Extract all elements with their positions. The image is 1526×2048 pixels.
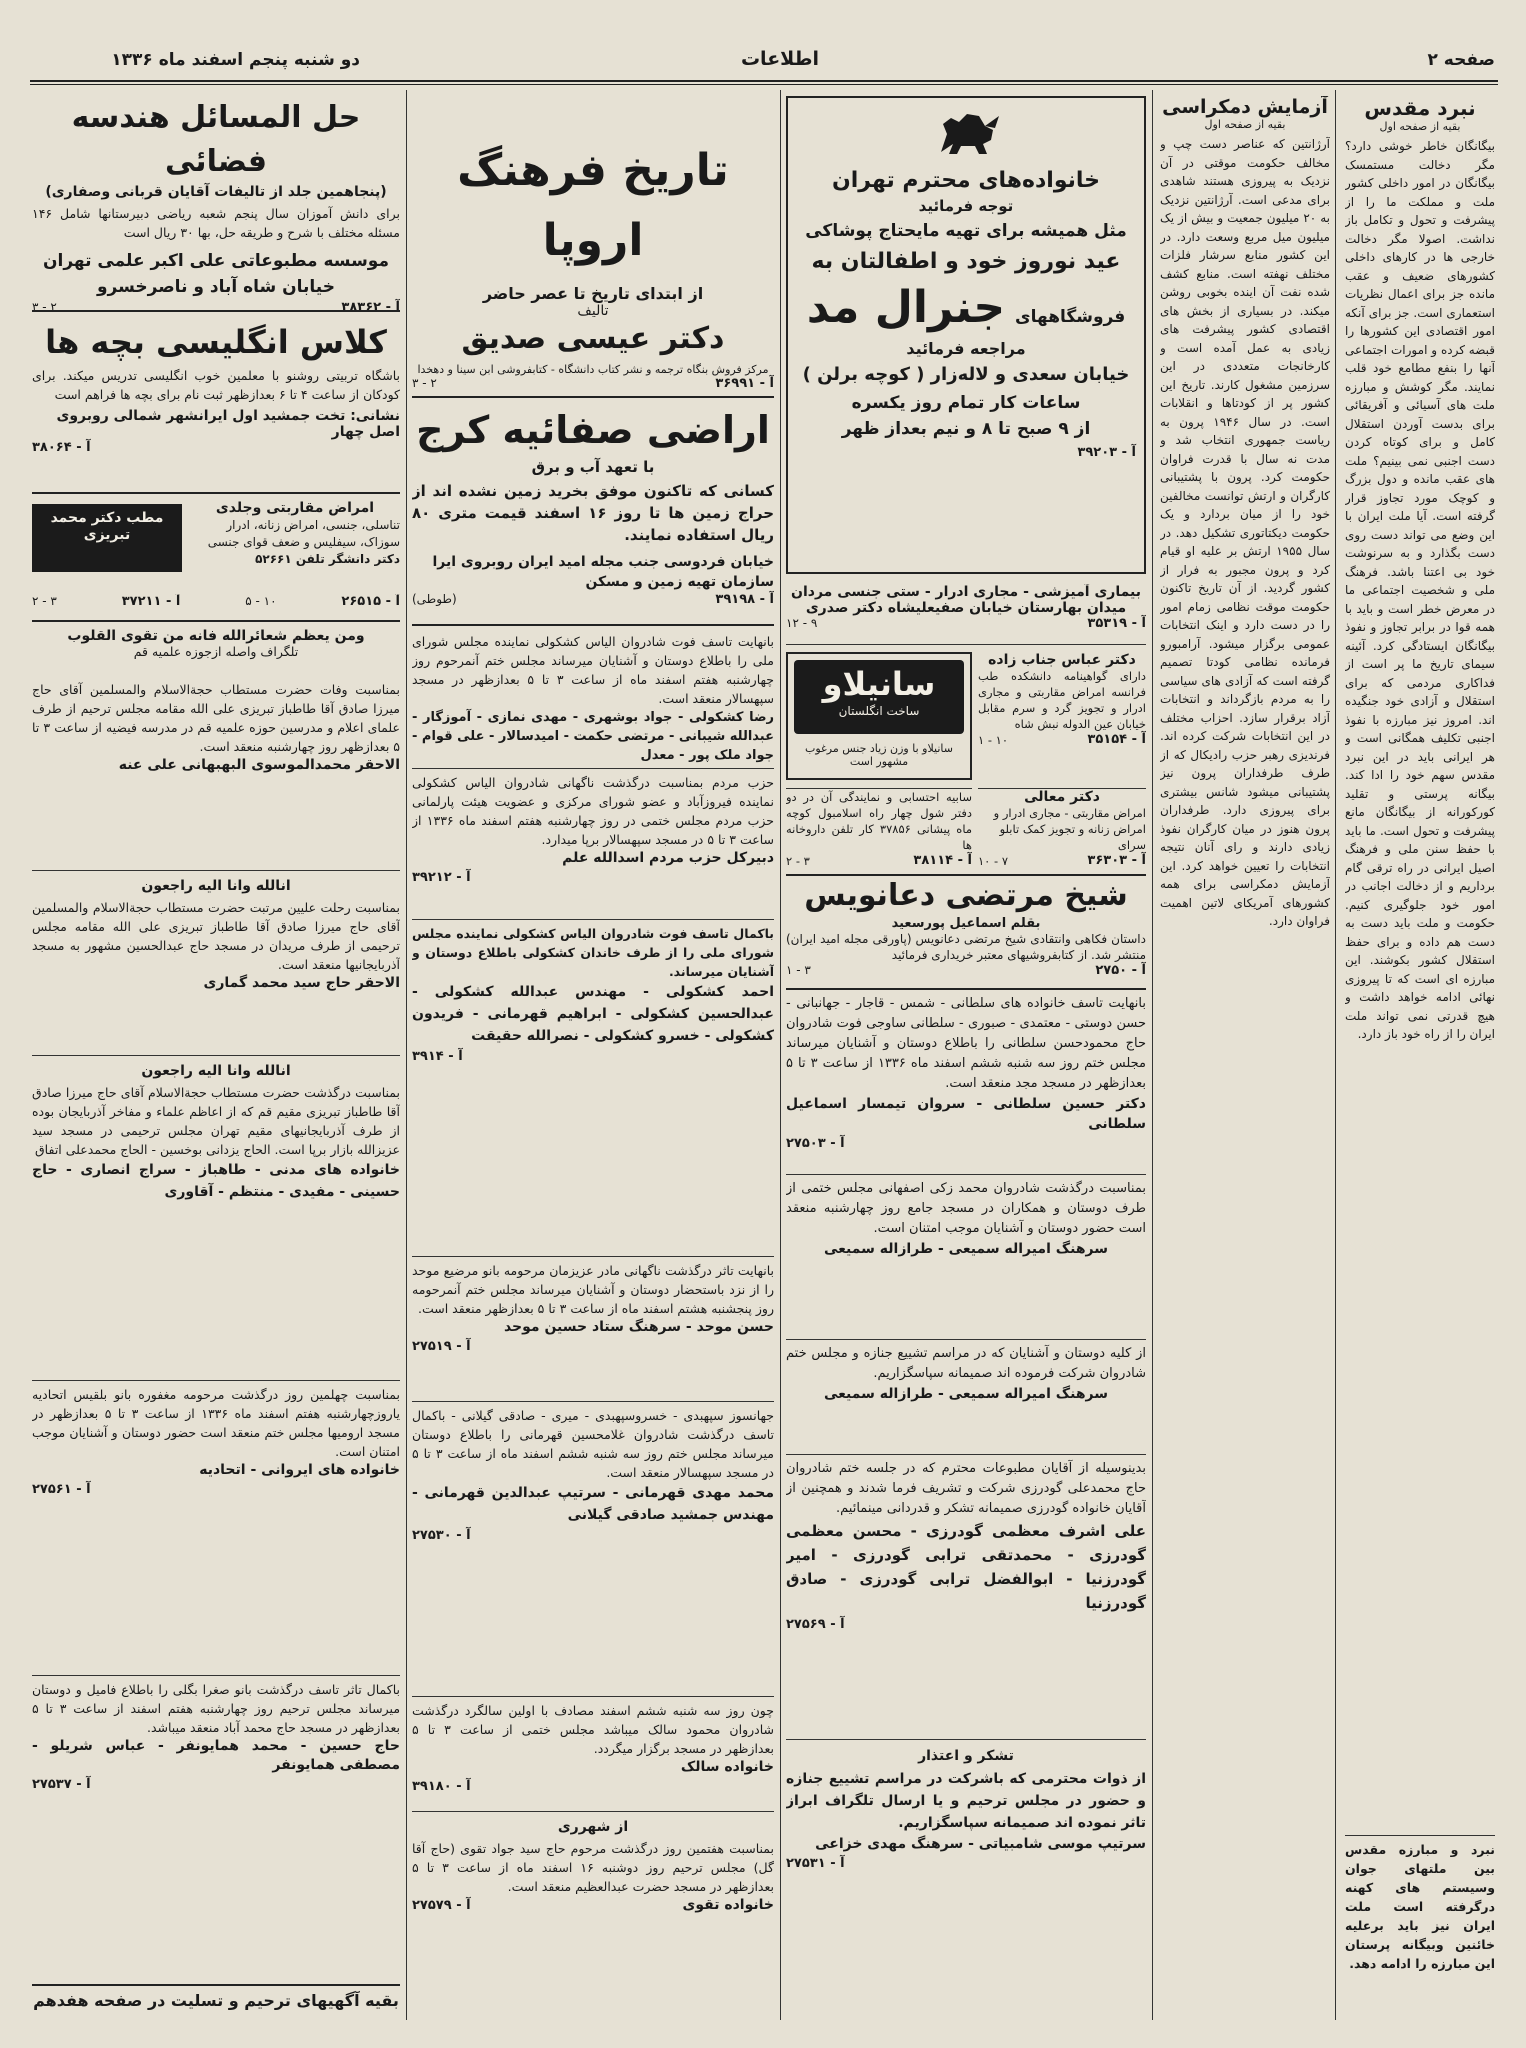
notice-signature: خانواده های مدنی - طاهباز - سراج انصاری - حاج حسینی - مفیدی - منتظم - آقاوری (32, 1162, 400, 1200)
land-text: کسانی که تاکنون موفق بخرید زمین نشده اند از حراج زمین ها تا روز ۱۶ اسفند قیمت متری ۸۰ ریال استفاده نمایند. (412, 482, 774, 544)
ad-heading: خانواده‌های محترم تهران (831, 168, 1101, 193)
doctor-moali-ad (978, 788, 1146, 869)
verse-sub: تلگراف واصله ازجوزه علمیه قم (133, 644, 299, 659)
notice-signature: سرتیپ موسی شامبیاتی - سرهنگ مهدی خزاعی (815, 1836, 1146, 1852)
notice-heading: انالله وانا الیه راجعون (141, 878, 291, 894)
book-author: بقلم اسماعیل پورسعید (891, 916, 1041, 931)
ad-code: آ - ۳۹۱۸۰ (412, 1779, 471, 1794)
notice (412, 769, 774, 920)
editorial-footer: نبرد و مبارزه مقدس بین ملتهای جوان وسیستم های کهنه درگرفته است ملت ایران نیز باید برعلیه خائنین وبیگانه پرستان این مبارزه را ادامه دهد. (1345, 1835, 1495, 1973)
ad-line: مراجعه فرمائید (906, 339, 1026, 358)
derm-title: امراض مقاربتی وجلدی (215, 500, 375, 516)
notice-signature: سرهنگ امیراله سمیعی - طرازاله سمیعی (823, 1241, 1109, 1257)
notices-center (786, 994, 1146, 2010)
notice-heading: از شهرری (557, 1819, 629, 1835)
masthead: اطلاعات (740, 48, 820, 70)
ad-code: آ - ۳۸۱۱۴ (913, 853, 972, 868)
book-title: حل المسائل هندسه فضائی (71, 100, 361, 179)
ad-line: فروشگاههای (1015, 307, 1126, 327)
continuation-note (32, 1984, 400, 2020)
notice (786, 1455, 1146, 1740)
derm-hours: ۱۰ - ۵ (245, 594, 277, 608)
header-rule-2 (30, 84, 1498, 85)
notice (786, 994, 1146, 1175)
notice (32, 680, 400, 871)
ad-code: آ - ۲۷۵۳۰ (412, 1528, 471, 1543)
notice-text: از ذوات محترمی که باشرکت در مراسم تشییع جنازه و حضور در مجلس ترحیم و یا ارسال تلگراف ابراز تاثر نموده اند صمیمانه سپاسگزاریم. (786, 1771, 1146, 1831)
book-hours: ۲ - ۳ (32, 300, 57, 312)
book-hours: ۲ - ۳ (412, 376, 437, 390)
column-rule (406, 90, 407, 2020)
notice-text: بمناسبت هفتمین روز درگذشت مرحوم حاج سید جواد تقوی (حاج آقا گل) مجلس ترحیم روز دوشنبه ۱۶ اسفند ماه از ساعت ۳ تا ۵ بعدازظهر در مسجد حضرت عبدالعظیم منعقد است. (412, 1841, 774, 1894)
book-codes (786, 963, 1146, 978)
doctor-codes (786, 616, 1146, 631)
editorial-body: بیگانگان خاطر خوشی دارد؟ مگر دخالت مستمسک بیگانگان در امور داخلی کشور ملت و مملکت ما را از پیشرفت و تحول و تکامل باز نداشت. اصولا مگر دخالت خارجی ها در کارهای داخلی کشورهای ضعیف و عقب مانده جز برای اعمال نظریات استعماری است. جز برای آنکه امور اقتصادی این کشورها را قبضه کرده و امورات اجتماعی آنها را بنفع مطامع خود قلب نمایند. مگر کوشش و مبارزه ملت های آسیائی و آفریقائی برای بدست آوردن استقلال کامل و برای کوتاه کردن دست اجنبی نمی بینیم؟ ملت های عقب مانده و دول بزرگ و کوچک مورد تجاوز قرار گرفته است. آیا ملت ایران با این وضع می تواند دست روی دست بگذارد و به سرنوشت خود بی اعتنا باشد. فرهنگ ملی و شخصیت اجتماعی ما در معرض خطر است و باید با همه قوا در برابر تجاوز و نفوذ بیگانگان ایستادگی کرد. آئینه سیمای تاریخ ما پر است از فداکاری مردمی که برای استقلال و آزادی خود جنگیده اند. امروز نیز مبارزه با نفوذ اجنبی تکلیف همگانی است و هر ایرانی باید در این نبرد مقدس سهم خود را ادا کند. بیگانه پرستی و تقلید کورکورانه از بیگانگان مانع پیشرفت و تحول است. ما باید با حفظ سنن ملی و فرهنگ اصیل ایرانی در راه ترقی گام برداریم و از دخالت اجانب در امور خود جلوگیری کنیم. حکومت و ملت باید دست به دست هم داده و برای حفظ استقلال کشور بکوشند. این مبارزه ای است که تا پیروزی نهائی ادامه خواهد داشت و هیچ قدرتی نمی تواند ملت ایران را از راه خود باز دارد. (1345, 139, 1495, 1041)
notice (412, 920, 774, 1257)
doctor-hours: ۷ - ۱۰ (978, 854, 1009, 868)
column-rule (1152, 90, 1153, 2020)
notice-text: بمناسبت درگذشت شادروان محمد زکی اصفهانی مجلس ختمی از طرف دوستان و همکاران در مسجد جامع روز چهارشنبه منعقد است حضور دوستان و آشنایان موجب امتنان است. (786, 1181, 1146, 1236)
derm-text: تناسلی، جنسی، امراض زنانه، ادرار سوزاک، سیفلیس و ضعف قوای جنسی (207, 518, 400, 549)
book-title: تاریخ فرهنگ اروپا (457, 145, 729, 266)
ad-brand: جنرال مد (806, 282, 1006, 333)
ad-code: آ - ۲۶۵۱۵ (341, 594, 400, 609)
lion-icon (933, 104, 1003, 162)
editorial-subtitle: بقیه از صفحه اول (1379, 120, 1461, 133)
notices-left (32, 680, 400, 1980)
sanilav-tagline: سانیلاو با وزن زیاد جنس مرغوب مشهور است (805, 742, 953, 768)
doctor-sadri-ad (786, 584, 1146, 645)
ad-code: آ - ۳۵۳۱۹ (1087, 616, 1146, 631)
notice-text: باکمال تاثر تاسف درگذشت بانو صغرا بگلی را باطلاع فامیل و دوستان میرساند مجلس ترحیم روز چهارشنبه هفتم اسفند از ساعت ۳ تا ۵ بعدازظهر در مسجد حاج محمد آباد منعقد میباشد. (32, 1682, 400, 1735)
book-dist: مرکز فروش بنگاه ترجمه و نشر کتاب دانشگاه - کتابفروشی ابن سینا و دهخدا (417, 363, 769, 376)
article-body: آرژانتین که عناصر دست چپ و مخالف حکومت موقتی در آن نزدیک به پیروزی هستند شاهدی برای مدعی است. آرژانتین نزدیک به ۲۰ میلیون جمعیت و بیش از یک میلیون میل مربع وسعت دارد. در این کشور منابع سرشار فلزات مختلف نهفته است. منابع کشف شده نفت آن اینده بخوبی روشن میکند. در بسیاری از بخش های اقتصادی کشور پیشرفت های زیادی به عمل آمده است و کارخانجات متعددی در این سرزمین مشغول کارند. تاریخ این کشور پر از کودتاها و انقلابات است. در سال ۱۹۴۶ پرون به ریاست جمهوری انتخاب شد و مدت نه سال با قدرت فراوان حکومت کرد. پرون با پشتیبانی کارگران و ارتش توانست مخالفین خود را از میان بردارد و یک حکومت دیکتاتوری تشکیل دهد. در سال ۱۹۵۵ ارتش بر علیه او قیام کرد و پرون مجبور به فرار از کشور گردید. از آن تاریخ تاکنون حکومت موقت نظامی زمام امور را در دست دارد و اینک انتخابات عمومی برگزار میشود. آرامبورو فرمانده نظامی کودتا تصمیم گرفته است که آزادی های سیاسی را به مردم بازگرداند و انتخابات آزاد برقرار سازد. احزاب مختلف در این انتخابات شرکت کرده اند. فرندیزی رهبر حزب رادیکال که از طرف طرفداران پرون نیز پشتیبانی میشود شانس بیشتری برای پیروزی دارد. طرفداران پرون هنوز در میان کارگران نفوذ زیادی دارند و رای آنان نتیجه انتخابات را تعیین خواهد کرد. این آزمایش دمکراسی برای همه کشورهای آمریکای لاتین اهمیت فراوان دارد. (1160, 137, 1330, 928)
karaj-land-ad (412, 402, 774, 626)
land-address: خیابان فردوسی جنب مجله امید ایران روبروی ایرا سازمان تهیه زمین و مسکن (432, 554, 774, 590)
pharmacy-ad (786, 788, 972, 869)
ad-code: آ - ۲۷۵۶۹ (786, 1617, 845, 1632)
ad-hours: ساعات کار تمام روز یکسره (851, 393, 1081, 413)
ad-code: آ - ۲۷۵۳۷ (32, 1777, 91, 1792)
ad-code: آ - ۳۶۹۹۱ (715, 376, 774, 391)
article-title: آزمایش دمکراسی (1162, 96, 1328, 118)
notice (412, 1257, 774, 1402)
book-sub: (پنجاهمین جلد از تالیفات آقایان قربانی وصفاری) (45, 184, 387, 200)
notice (32, 871, 400, 1056)
derm-doctor-ad (32, 500, 400, 622)
book-desc: برای دانش آموزان سال پنجم شعبه ریاضی دبیرستانها شامل ۱۴۶ مسئله مختلف با شرح و طریقه حل، بها ۳۰ ریال است (32, 206, 400, 240)
ad-code: آ - ۲۷۵۷۹ (412, 1898, 471, 1913)
book-author-label: تالیف (577, 303, 609, 319)
notice-signature: الاحقر حاج سید محمد گماری (203, 975, 400, 991)
notice (412, 632, 774, 769)
editorial-column (1345, 96, 1495, 2006)
english-class-ad (32, 318, 400, 494)
notice (32, 1676, 400, 1890)
doctor-address: میدان بهارستان خیابان صفیعلیشاه دکتر صدری (805, 600, 1127, 616)
class-title: کلاس انگلیسی بچه ها (45, 323, 387, 361)
notice-text: باکمال تاسف فوت شادروان الیاس کشکولی نماینده مجلس شورای ملی را از طرف خاندان کشکولی باطلاع دوستان و آشنایان میرساند. (412, 926, 774, 979)
notice-text: از کلیه دوستان و آشنایان که در مراسم تشییع جنازه و مجلس ختم شادروان شرکت فرموده اند صمیمانه سپاسگزاریم. (786, 1346, 1146, 1381)
notice-signature: سرهنگ امیراله سمیعی - طرازاله سمیعی (823, 1386, 1109, 1402)
verse-box (32, 628, 400, 676)
derm-doctor: دکتر دانشگر تلفن ۵۲۶۶۱ (255, 552, 400, 566)
ad-line: توجه فرمائید (918, 197, 1014, 215)
geometry-book-ad (32, 96, 400, 312)
sanilav-sub: ساخت انگلستان (838, 704, 920, 718)
column-rule (780, 90, 781, 2020)
class-address: نشانی: تخت جمشید اول ایرانشهر شمالی روبروی اصل چهار (56, 408, 400, 440)
ad-line: عید نوروز خود و اطفالتان به (811, 249, 1121, 274)
doctor-name: دکتر معالی (1024, 789, 1100, 805)
pharmacy-hours: ۳ - ۲ (786, 854, 810, 868)
notice-signature: حاج حسین - محمد همایونفر - عباس شریلو - مصطفی همایونفر (32, 1738, 400, 1773)
notices-mid (412, 632, 774, 2010)
notice-heading: انالله وانا الیه راجعون (141, 1063, 291, 1079)
ad-address: خیابان سعدی و لاله‌زار ( کوچه برلن ) (802, 364, 1130, 385)
notice-text: بدینوسیله از آقایان مطبوعات محترم که در جلسه ختم شادروان حاج محمدعلی گودرزی شرکت و تشریف فرما شدند و همچنین از آقایان خانواده گودرزی صمیمانه تشکر و قدردانی مینمائیم. (786, 1461, 1146, 1516)
notice-heading: تشکر و اعتذار (918, 1748, 1014, 1764)
pharmacy-text: سابیه احتسابی و نمایندگی آن در دو دفتر شول چهار راه اسلامبول کوچه ماه پیشانی ۳۷۸۵۶ کار تلفن داروخانه ها (786, 790, 972, 852)
date-line: دو شنبه پنجم اسفند ماه ۱۳۳۶ (111, 50, 360, 70)
sanilav-ad (786, 652, 972, 780)
notice (32, 1056, 400, 1381)
book-codes (32, 300, 400, 312)
header-rule (30, 80, 1498, 82)
stamp-text: مطب دکتر محمد تبریزی (50, 510, 164, 543)
notice-signature: علی اشرف معظمی گودرزی - محسن معظمی گودرزی - محمدتقی ترابی گودرزی - امیر گودرزنیا - ابوالفضل ترابی گودرزی - صادق گودرزنیا (786, 1522, 1146, 1612)
notice-text: بمناسبت رحلت علیین مرتبت حضرت مستطاب حجةالاسلام والمسلمین آقای حاج میرزا صادق آقا طاطباز تبریزی علی الله مقامه مجلس ترحیمی از طرف مریدان در مسجد حاج عبدالحسین مشهور به مسجد آذربایجانیها منعقد است. (32, 900, 400, 972)
book-ad-europe (412, 96, 774, 398)
doctor-codes (978, 732, 1146, 748)
ad-code: آ - ۳۸۳۶۲ (341, 300, 400, 312)
class-text: باشگاه تربیتی روشنو با معلمین خوب انگلیسی تدریس میکند. برای کودکان از ساعت ۴ تا ۶ بعدازظهر ثبت نام برای بچه ها فراهم است (32, 368, 400, 402)
ad-code: آ - ۲۷۵۱۹ (412, 1339, 471, 1354)
column-rule (1335, 90, 1336, 2020)
notice (412, 1402, 774, 1697)
ad-hours: از ۹ صبح تا ۸ و نیم بعداز ظهر (841, 419, 1091, 439)
editorial-title: نبرد مقدس (1364, 96, 1476, 120)
sanilav-brand: سانیلاو (822, 665, 936, 703)
notice-text: بمناسبت وفات حضرت مستطاب حجةالاسلام والمسلمین آقای حاج میرزا صادق آقا طاطباز تبریزی علی الله مقامه مجلس ترحیم از طرف علمای اعلام و مدرسین حوزه علمیه قم در مدرسه فیضیه از ساعت ۳ تا ۵ بعدازظهر روز چهارشنبه منعقد است. (32, 682, 400, 754)
notice-signature: خانواده سالک (680, 1759, 774, 1775)
book-codes (412, 376, 774, 391)
page-number: صفحه ۲ (1427, 50, 1495, 70)
ad-code: آ - ۳۸۰۶۴ (32, 440, 91, 455)
notice-signature: الاحقر محمدالموسوی البهبهانی علی عنه (118, 757, 400, 773)
article-column (1160, 96, 1330, 2006)
notice-signature: خانواده های ایروانی - اتحادیه (199, 1462, 400, 1478)
derm-codes (32, 594, 400, 616)
notice (786, 1340, 1146, 1455)
ad-code: آ - ۳۹۲۰۳ (1077, 445, 1136, 460)
doctor-codes (978, 853, 1146, 869)
notice (32, 1381, 400, 1676)
notice (412, 1697, 774, 1812)
book-hours: ۳ - ۱ (786, 963, 811, 977)
doctor-info: امراض مقاربتی - مجاری ادرار و امراض زنانه و تجویز کمک تابلو سرای (993, 806, 1146, 852)
ad-brand-row (796, 282, 1136, 333)
notice (786, 1175, 1146, 1340)
land-sub: با تعهد آب و برق (531, 458, 655, 476)
ad-code: آ - ۳۶۳۰۳ (1087, 853, 1146, 868)
continuation-text: بقیه آگهیهای ترحیم و تسلیت در صفحه هفدهم (33, 1991, 399, 2010)
derm-hours: ۳ - ۲ (32, 594, 57, 608)
doctor-abbas-ad (978, 652, 1146, 780)
notice (412, 1812, 774, 1966)
book-title: شیخ مرتضی دعانویس (804, 878, 1128, 913)
ad-code: آ - ۳۹۱۴ (412, 1049, 463, 1064)
ad-line: مثل همیشه برای تهیه مایحتاج پوشاکی (805, 221, 1127, 241)
notice-text: بمناسبت چهلمین روز درگذشت مرحومه مغفوره بانو بلقیس اتحادیه یاروزچهارشنبه هفتم اسفند ماه ۱۳۳۶ از ساعت ۳ تا ۵ بعدازظهر در مسجد ارومیها مجلس ختم منعقد است حضور دوستان و آشنایان موجب امتنان است. (32, 1387, 400, 1459)
ad-code: آ - ۳۷۲۱۱ (121, 594, 181, 609)
notice-text: بانهایت تاسف فوت شادروان الیاس کشکولی نماینده مجلس شورای ملی را باطلاع دوستان و آشنایان میرساند مجلس ختم آنمرحوم روز چهارشنبه هفتم اسفند ماه از ساعت ۳ تا ۵ بعدازظهر در مسجد سپهسالار منعقد است. (412, 634, 774, 706)
ad-code: آ - ۲۷۵۶۱ (32, 1482, 91, 1497)
book-author: دکتر عیسی صدیق (461, 321, 725, 356)
ad-code: آ - ۲۷۵۰ (1095, 963, 1146, 978)
ad-code: آ - ۳۵۱۵۴ (1087, 732, 1146, 747)
notice-signature: رضا کشکولی - جواد بوشهری - مهدی نمازی - آموزگار - عبدالله شیبانی - مرتضی حکمت - امیدسالار - علی قوام - جواد ملک پور - معدل (412, 710, 774, 763)
ad-code: آ - ۳۹۲۱۲ (412, 870, 471, 885)
notice-text: حزب مردم بمناسبت درگذشت ناگهانی شادروان الیاس کشکولی نماینده فیروزآباد و عضو شورای مرکزی و عضویت هیئت پارلمانی حزب مردم مجلس ختمی در روز چهارشنبه هفتم اسفند ماه ۱۳۳۶ از ساعت ۳ تا ۵ در مسجد سپهسالار برپا میدارد. (412, 775, 774, 847)
doctor-specialty: بیماری آمیزشی - مجاری ادرار - ستی جنسی مردان (791, 584, 1141, 600)
sanilav-logo (794, 660, 964, 734)
notice-text: بانهایت تاثر درگذشت ناگهانی مادر عزیزمان مرحومه بانو مرضیع موحد را از نزد باستحضار دوستان و آشنایان میرساند مجلس ختم آنمرحومه روز پنجشنبه هشتم اسفند ماه از ساعت ۳ تا ۵ بعدازظهر منعقد است. (412, 1263, 774, 1316)
pharmacy-codes (786, 853, 972, 869)
notice-footer (412, 1896, 774, 1915)
notice-text: بمناسبت درگذشت حضرت مستطاب حجةالاسلام آقای حاج میرزا صادق آقا طاطباز تبریزی مقیم قم که از اعاظم علماء و مفاخر آذربایجان بوده از طرف آذربایجانیهای مقیم تهران مجلس ترحیمی در مسجد سید عزیزالله بازار برپا است. الحاج یزدانی بوخسین - الحاج محمدعلی اتفاق (32, 1085, 400, 1157)
notice-signature: دبیرکل حزب مردم اسدالله علم (562, 850, 774, 866)
notice-signature: محمد مهدی قهرمانی - سرتیپ عبدالدین قهرمانی - مهندس جمشید صادقی گیلانی (412, 1485, 774, 1523)
ad-code: آ - ۲۷۵۳۱ (786, 1856, 845, 1871)
notice-text: چون روز سه شنبه ششم اسفند مصادف با اولین سالگرد درگذشت شادروان محمود سالک میباشد مجلس ختمی از ساعت ۳ تا ۵ بعدازظهر در مسجد برگزار میگردد. (412, 1703, 774, 1756)
ad-code: آ - ۳۹۱۹۸ (715, 592, 774, 607)
doctor-hours: ۹ - ۱۲ (786, 616, 818, 630)
doctor-info: دارای گواهینامه دانشکده طب فرانسه امراض مقاربتی و مجاری ادرار و تجویز گرد و سرم مقابل خیابان عین الدوله نبش شاه (978, 669, 1146, 731)
notice (786, 1740, 1146, 1994)
land-title: اراضی صفائیه کرج (416, 408, 770, 452)
book-sub: از ابتدای تاریخ تا عصر حاضر (482, 284, 704, 303)
notice-signature: خانواده تقوی (682, 1897, 774, 1913)
notice-signature: احمد کشکولی - مهندس عبدالله کشکولی - عبدالحسین کشکولی - ابراهیم قهرمانی - فریدون کشکولی - خسرو کشکولی - نصرالله حقیقت (412, 984, 774, 1044)
notice-signature: دکتر حسین سلطانی - سروان تیمسار اسماعیل سلطانی (786, 1096, 1146, 1132)
book-publisher: موسسه مطبوعاتی علی اکبر علمی تهران خیابان شاه آباد و ناصرخسرو (42, 251, 389, 297)
article-subtitle: بقیه از صفحه اول (1204, 118, 1286, 131)
land-note: (طوطی) (412, 592, 457, 606)
land-codes (412, 592, 774, 607)
notice-text: جهانسوز سپهبدی - خسروسپهبدی - میری - صادقی گیلانی - باکمال تاسف درگذشت شادروان غلامحسین قهرمانی را باطلاع دوستان میرساند مجلس ختم روز سه شنبه ششم اسفند ماه از ساعت ۳ تا ۵ در مسجد سپهسالار منعقد است. (412, 1408, 774, 1480)
derm-info (190, 500, 400, 590)
notice-signature: حسن موحد - سرهنگ ستاد حسین موحد (503, 1319, 774, 1335)
book-desc: داستان فکاهی وانتقادی شیخ مرتضی دعانویس (پاورقی مجله امید ایران) منتشر شد. از کتابفروشیهای معتبر خریداری فرمائید (786, 932, 1146, 962)
doctor-stamp (32, 504, 182, 572)
doctor-name: دکتر عباس جناب زاده (988, 652, 1136, 668)
general-mod-ad (786, 96, 1146, 574)
doctor-hours: ۱۰ - ۱ (978, 733, 1009, 747)
notice-text: بانهایت تاسف خانواده های سلطانی - شمس - قاجار - جهانبانی - حسن دوستی - معتمدی - صبوری - سلطانی ساوجی فوت شادروان حاج محمودحسن سلطانی را باطلاع دوستان و آشنایان میرساند مجلس ختم روز سه شنبه ششم اسفند ماه ۱۳۳۶ از ساعت ۳ تا ۵ بعدازظهر در مسجد مجد منعقد است. (786, 996, 1146, 1091)
ad-code: آ - ۲۷۵۰۳ (786, 1136, 845, 1151)
book-ad-sheikh (786, 874, 1146, 990)
verse-title: ومن یعظم شعائرالله فانه من تقوی القلوب (67, 628, 365, 644)
